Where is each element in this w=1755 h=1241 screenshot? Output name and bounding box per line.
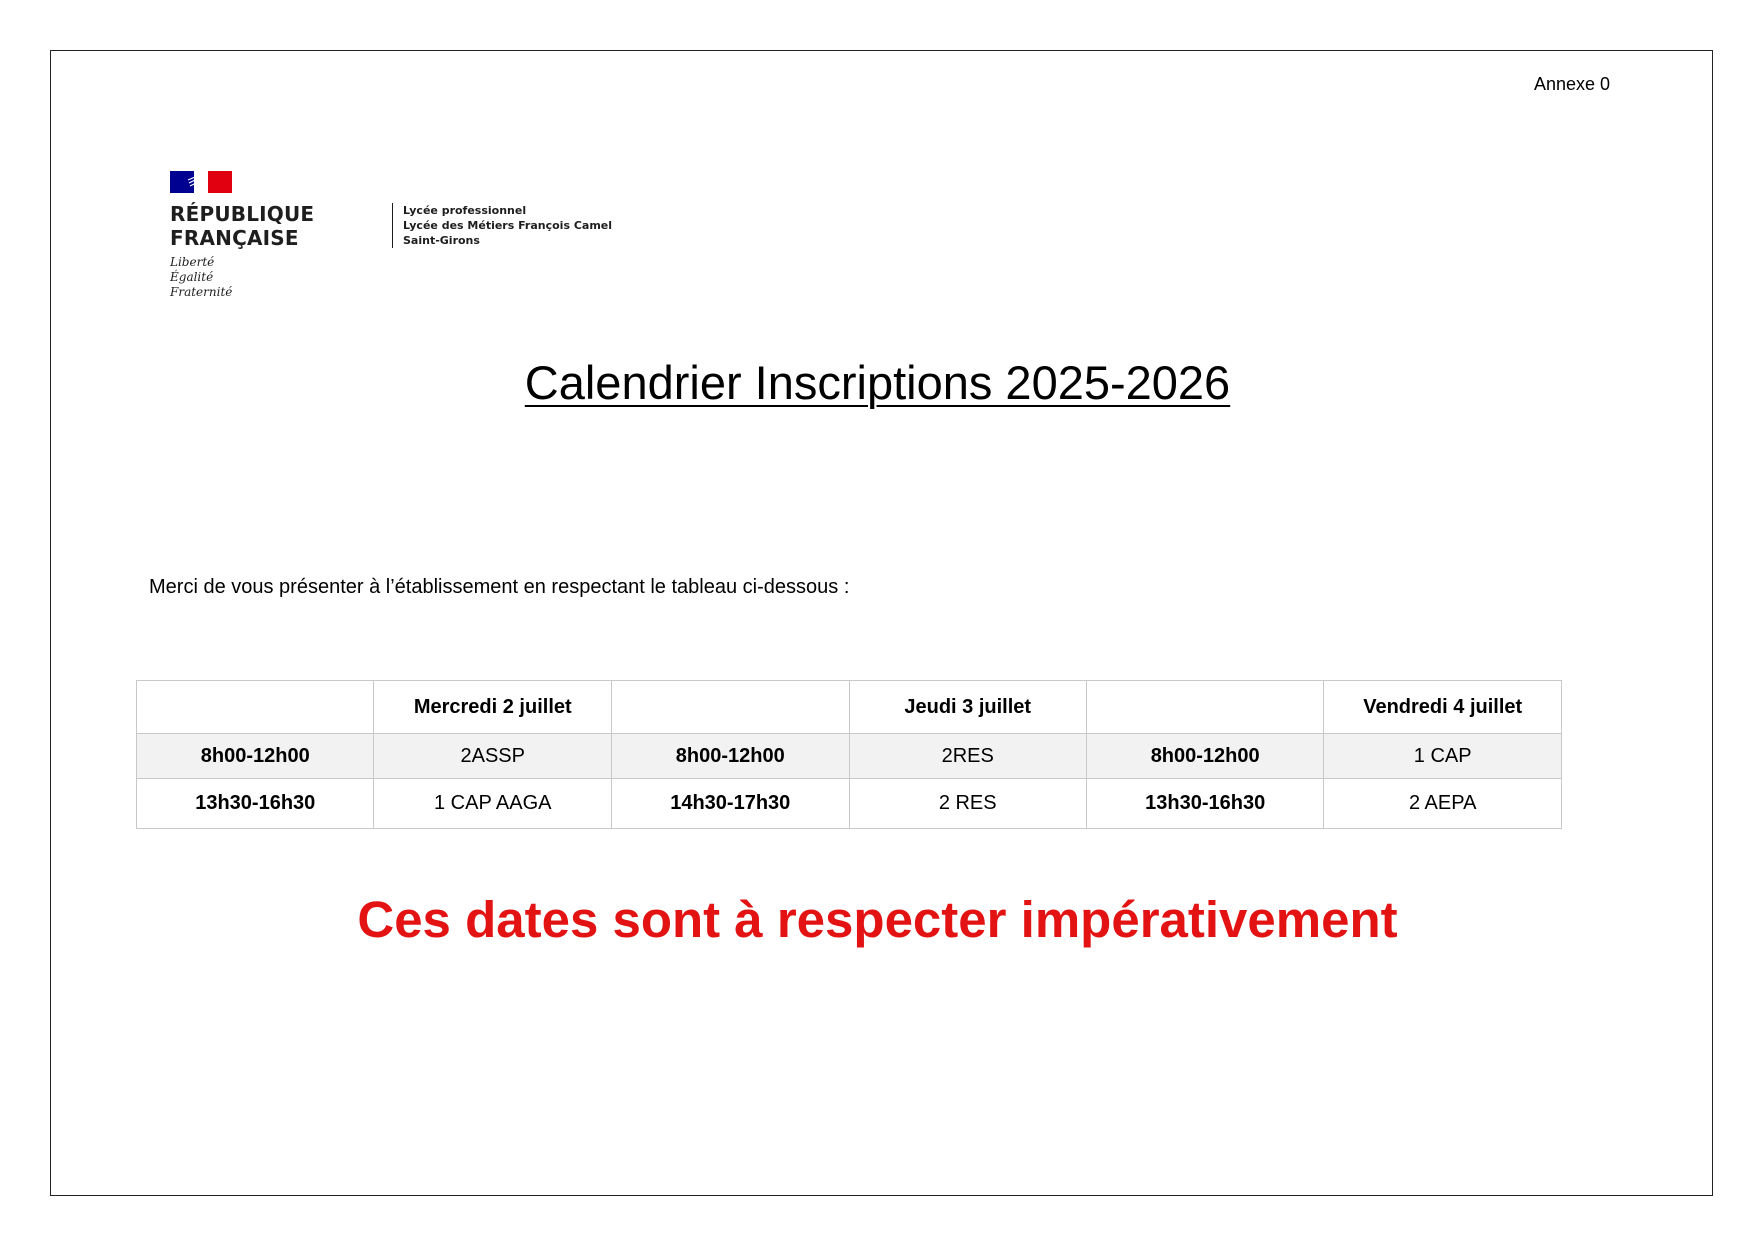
header-cell bbox=[612, 681, 849, 734]
class-cell: 1 CAP bbox=[1324, 734, 1562, 779]
table-row bbox=[137, 779, 1562, 829]
time-cell: 14h30-17h30 bbox=[612, 779, 849, 829]
class-cell: 2RES bbox=[849, 734, 1086, 779]
logo-line-2: FRANÇAISE bbox=[170, 226, 299, 250]
school-name: Lycée des Métiers François Camel bbox=[403, 219, 613, 232]
republique-francaise-logo bbox=[170, 171, 330, 300]
devise bbox=[170, 255, 330, 300]
header-cell-thursday: Jeudi 3 juillet bbox=[849, 681, 1086, 734]
time-cell: 8h00-12h00 bbox=[137, 734, 374, 779]
class-cell: 2ASSP bbox=[374, 734, 612, 779]
intro-text: Merci de vous présenter à l’établissement en respectant le tableau ci-dessous : bbox=[149, 576, 850, 598]
schedule-table bbox=[136, 680, 1562, 829]
page-title-text: Calendrier Inscriptions 2025-2026 bbox=[524, 356, 1231, 409]
time-cell: 13h30-16h30 bbox=[137, 779, 374, 829]
time-cell: 8h00-12h00 bbox=[612, 734, 849, 779]
school-type: Lycée professionnel bbox=[403, 204, 527, 217]
page-title bbox=[0, 355, 1755, 411]
warning-message: Ces dates sont à respecter impérativement bbox=[357, 891, 1398, 948]
school-info bbox=[392, 203, 612, 248]
table-row bbox=[137, 734, 1562, 779]
header-cell bbox=[1086, 681, 1323, 734]
time-cell: 8h00-12h00 bbox=[1086, 734, 1323, 779]
marianne-profile-icon bbox=[184, 171, 218, 193]
time-cell: 13h30-16h30 bbox=[1086, 779, 1323, 829]
devise-egalite: Égalité bbox=[170, 270, 214, 284]
marianne-flag-icon bbox=[170, 171, 232, 193]
logo-line-1: RÉPUBLIQUE bbox=[170, 202, 315, 226]
devise-liberte: Liberté bbox=[170, 255, 215, 269]
class-cell: 1 CAP AAGA bbox=[374, 779, 612, 829]
class-cell: 2 AEPA bbox=[1324, 779, 1562, 829]
header-cell-wednesday: Mercredi 2 juillet bbox=[374, 681, 612, 734]
annexe-label: Annexe 0 bbox=[1534, 74, 1611, 94]
class-cell: 2 RES bbox=[849, 779, 1086, 829]
table-header-row bbox=[137, 681, 1562, 734]
header-cell-friday: Vendredi 4 juillet bbox=[1324, 681, 1562, 734]
school-city: Saint-Girons bbox=[403, 234, 480, 247]
devise-fraternite: Fraternité bbox=[170, 285, 233, 299]
header-cell bbox=[137, 681, 374, 734]
